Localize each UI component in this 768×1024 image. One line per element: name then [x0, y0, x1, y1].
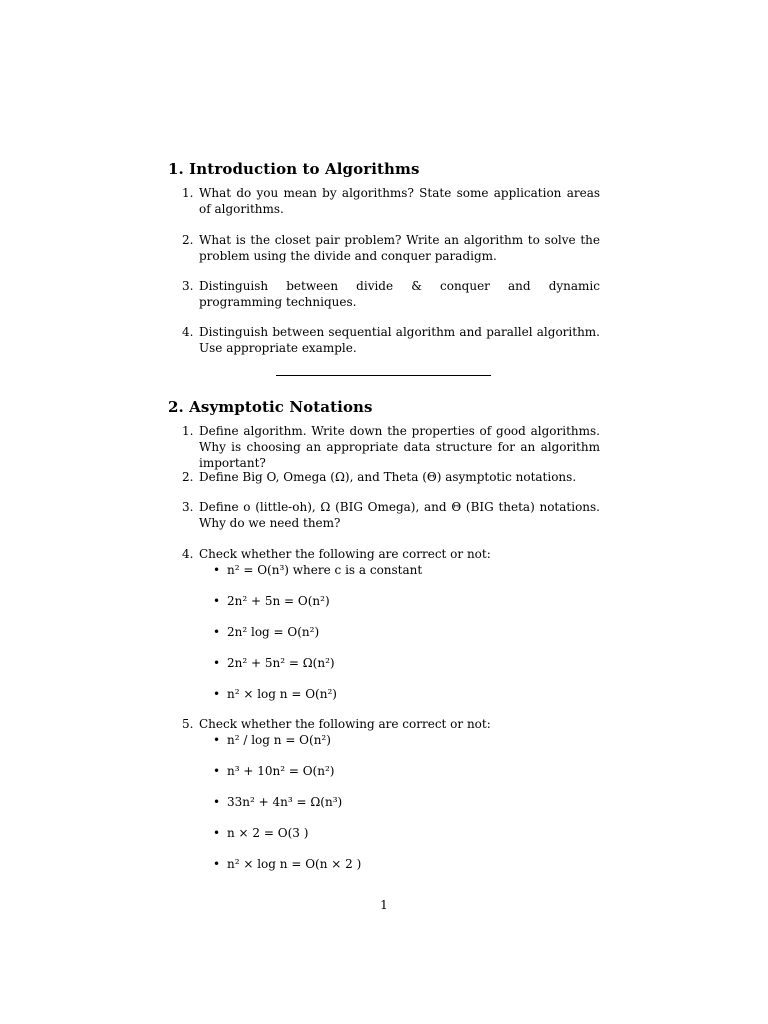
item-text: Define Big O, Omega (Ω), and Theta (Θ) asymptotic notations. [199, 470, 577, 484]
item-number: 3. [182, 500, 194, 514]
bullet-item [213, 655, 335, 671]
list-item [182, 324, 600, 356]
bullet-text: n² × log n = O(n × 2 ) [227, 857, 362, 871]
bullet-text: n × 2 = O(3 ) [227, 826, 309, 840]
bullet-icon: • [213, 656, 221, 670]
bullet-icon: • [213, 857, 221, 871]
bullet-text: n³ + 10n² = O(n²) [227, 764, 335, 778]
bullet-item [213, 856, 361, 872]
bullet-text: 33n² + 4n³ = Ω(n³) [227, 795, 343, 809]
page-number: 1 [380, 898, 388, 912]
bullet-item [213, 593, 330, 609]
item-text: Check whether the following are correct or not: [199, 717, 491, 731]
item-number: 1. [182, 424, 194, 438]
bullet-item [213, 794, 342, 810]
list-item [182, 232, 600, 264]
bullet-icon: • [213, 826, 221, 840]
list-item [182, 499, 600, 531]
bullet-icon: • [213, 563, 221, 577]
item-number: 2. [182, 470, 194, 484]
item-text: What do you mean by algorithms? State some application areas of algorithms. [199, 186, 600, 216]
item-text: Define algorithm. Write down the properties of good algorithms. Why is choosing an appropriate data structure for an algorithm important? [199, 424, 600, 470]
item-number: 2. [182, 233, 194, 247]
bullet-item [213, 825, 308, 841]
item-number: 5. [182, 717, 194, 731]
bullet-text: n² / log n = O(n²) [227, 733, 331, 747]
bullet-icon: • [213, 733, 221, 747]
list-item [182, 716, 600, 732]
bullet-item [213, 763, 334, 779]
bullet-text: 2n² + 5n² = Ω(n²) [227, 656, 335, 670]
section-title-introduction: 1. Introduction to Algorithms [168, 160, 420, 178]
item-number: 4. [182, 325, 194, 339]
item-text: Define o (little-oh), Ω (BIG Omega), and Θ (BIG theta) notations. Why do we need them? [199, 500, 600, 530]
list-item [182, 185, 600, 217]
bullet-icon: • [213, 625, 221, 639]
item-number: 4. [182, 547, 194, 561]
list-item [182, 423, 600, 471]
bullet-icon: • [213, 764, 221, 778]
bullet-text: n² × log n = O(n²) [227, 687, 337, 701]
bullet-icon: • [213, 687, 221, 701]
item-number: 1. [182, 186, 194, 200]
item-number: 3. [182, 279, 194, 293]
bullet-item [213, 686, 337, 702]
section-divider [276, 375, 491, 376]
bullet-text: 2n² log = O(n²) [227, 625, 320, 639]
bullet-item [213, 732, 331, 748]
item-text: Distinguish between divide & conquer and dynamic programming techniques. [199, 279, 600, 309]
bullet-item [213, 624, 319, 640]
bullet-item [213, 562, 422, 578]
item-text: What is the closet pair problem? Write an algorithm to solve the problem using the divide and conquer paradigm. [199, 233, 600, 263]
bullet-icon: • [213, 594, 221, 608]
item-text: Distinguish between sequential algorithm and parallel algorithm. Use appropriate example. [199, 325, 600, 355]
bullet-text: n² = O(n³) where c is a constant [227, 563, 423, 577]
bullet-icon: • [213, 795, 221, 809]
list-item [182, 546, 600, 562]
list-item [182, 278, 600, 310]
section-title-asymptotic: 2. Asymptotic Notations [168, 398, 373, 416]
item-text: Check whether the following are correct or not: [199, 547, 491, 561]
bullet-text: 2n² + 5n = O(n²) [227, 594, 330, 608]
list-item [182, 469, 600, 485]
